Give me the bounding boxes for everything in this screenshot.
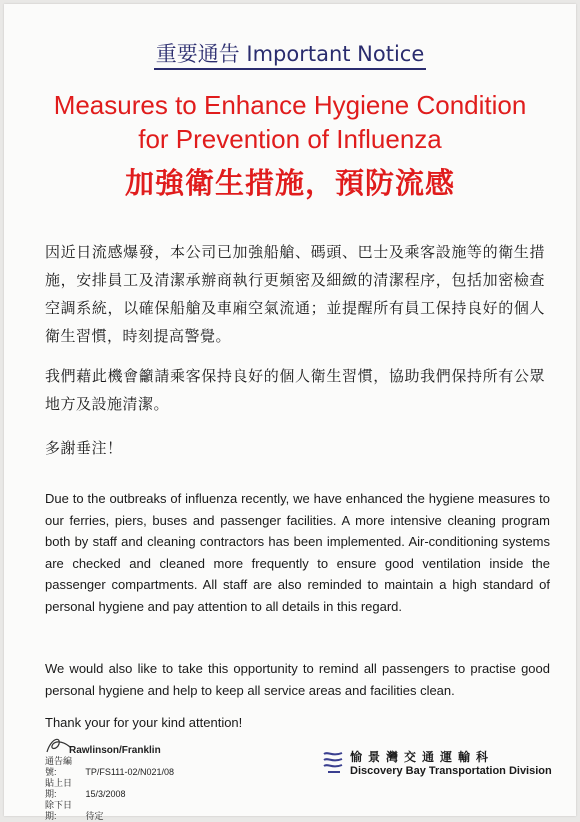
english-thanks: Thank your for your kind attention! — [45, 715, 243, 730]
headline-line-2: for Prevention of Influenza — [138, 124, 442, 154]
notice-title: 重要通告 Important Notice — [4, 38, 576, 68]
chinese-paragraph-1: 因近日流感爆發，本公司已加強船艙、碼頭、巴士及乘客設施等的衛生措施，安排員工及清潔承辦商執行更頻密及細緻的清潔程序，包括加密檢查空調系統，以確保船艙及車廂空氣流通；並提醒所有員工保持良好的個人衛生習慣，時刻提高警覺。 — [45, 243, 545, 345]
headline-chinese: 加強衛生措施，預防流感 — [124, 166, 455, 200]
chinese-paragraph-2: 我們藉此機會籲請乘客保持良好的個人衛生習慣，協助我們保持所有公眾地方及設施清潔。 — [45, 367, 545, 413]
reference-label: 通告編號: — [45, 756, 73, 777]
headline-line-1: Measures to Enhance Hygiene Condition — [53, 90, 527, 120]
posted-date-label: 貼上日期: — [45, 778, 73, 799]
organization-name-chinese: 愉景灣交通運輸科 — [350, 750, 495, 764]
wave-logo-icon — [322, 750, 344, 774]
posted-date-value: 15/3/2008 — [85, 789, 126, 799]
english-paragraph-1: Due to the outbreaks of influenza recently, we have enhanced the hygiene measures to our ferries, piers, buses and passenger facilities. A more intensive cleaning program both by staff and cleaning contractors has been implemented. Air-conditioning systems are checked and cleaned more frequently to ensure good ventilation inside the passenger compartments. All staff are also reminded to maintain a high standard of personal hygiene and pay attention to all details in this regard. — [45, 491, 550, 614]
chinese-thanks: 多謝垂注！ — [45, 439, 123, 457]
organization-name-english: Discovery Bay Transportation Division — [350, 765, 552, 777]
english-paragraph-2: We would also like to take this opportunity to remind all passengers to practise good personal hygiene and help to keep all service areas and facilities clean. — [45, 661, 550, 698]
reference-number-row — [45, 756, 174, 778]
notice-reference-block — [45, 745, 174, 822]
reference-value: TP/FS111-02/N021/08 — [85, 767, 175, 777]
notice-sheet — [4, 4, 576, 821]
removal-date-row — [45, 800, 174, 822]
posted-date-row — [45, 778, 174, 800]
signature-name: Rawlinson/Franklin — [69, 745, 161, 756]
removal-date-label: 除下日期: — [45, 800, 73, 821]
removal-date-value: 待定 — [85, 811, 104, 821]
